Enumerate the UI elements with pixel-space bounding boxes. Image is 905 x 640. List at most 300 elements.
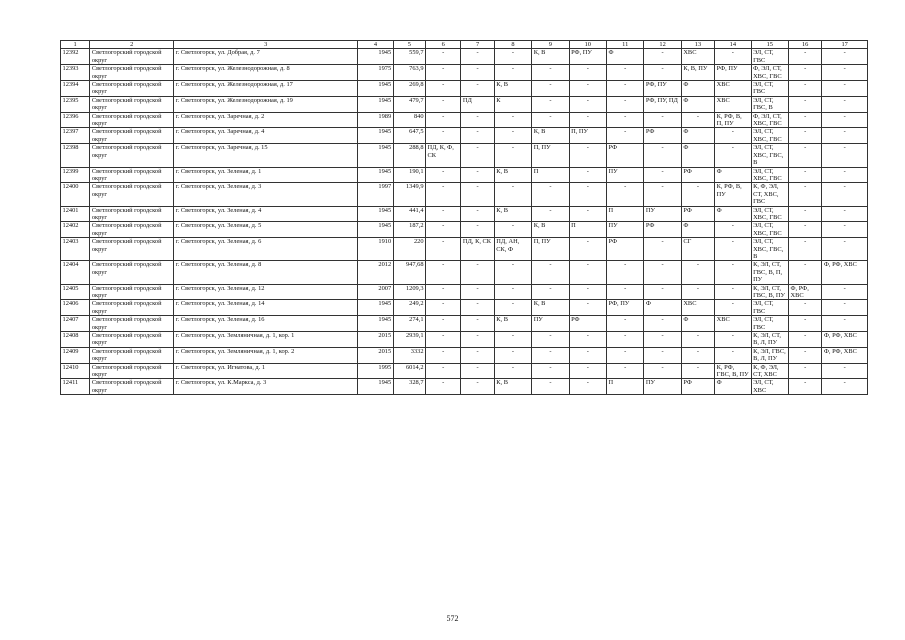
cell-col-6: - [426,316,461,332]
cell-municipality: Светлогорский городской округ [90,363,174,379]
cell-col-13: Ф [681,144,714,167]
cell-col-15: Ф, ЭЛ, СТ, ХВС, ГВС [751,112,788,128]
cell-col-11: РФ [607,238,644,261]
cell-col-6: - [426,347,461,363]
cell-col-9: К, В [532,128,569,144]
cell-build-year: 1989 [358,112,393,128]
cell-col-13: - [681,112,714,128]
cell-col-8: - [494,261,531,284]
table-row [61,316,868,332]
cell-build-year: 1945 [358,316,393,332]
cell-col-13: Ф [681,316,714,332]
cell-col-16: - [788,238,821,261]
cell-col-14: К, РФ, В, П, ПУ [715,112,751,128]
cell-col-9: К, В [532,222,569,238]
cell-col-11: П [607,206,644,222]
cell-col-8: К, В [494,379,531,395]
cell-build-year: 2007 [358,284,393,300]
cell-col-17: - [822,206,868,222]
cell-col-7: - [461,284,494,300]
cell-col-15: К, ЭЛ, ГВС, В, Л, ПУ [751,347,788,363]
cell-col-9: - [532,284,569,300]
table-row [61,261,868,284]
cell-area: 840 [393,112,425,128]
cell-col-7: - [461,300,494,316]
table-row [61,112,868,128]
cell-col-17: - [822,49,868,65]
cell-col-13: Ф [681,81,714,97]
cell-build-year: 1975 [358,65,393,81]
cell-col-8: - [494,284,531,300]
cell-col-10: - [569,284,606,300]
cell-col-13: Ф [681,128,714,144]
cell-area: 6014,2 [393,363,425,379]
cell-col-9: - [532,379,569,395]
cell-col-6: - [426,167,461,183]
cell-col-8: - [494,347,531,363]
cell-col-6: - [426,81,461,97]
cell-col-16: - [788,379,821,395]
table-row [61,284,868,300]
cell-col-8: К, В [494,316,531,332]
cell-col-10: П, ПУ [569,128,606,144]
cell-record-id: 12404 [61,261,90,284]
cell-col-13: Ф [681,96,714,112]
cell-col-8: - [494,49,531,65]
column-number-8: 8 [494,41,531,49]
table-row [61,300,868,316]
cell-col-6: - [426,379,461,395]
cell-build-year: 2015 [358,332,393,348]
cell-col-7: - [461,347,494,363]
column-number-3: 3 [174,41,358,49]
cell-col-10: П [569,222,606,238]
cell-col-9: - [532,347,569,363]
cell-build-year: 1945 [358,49,393,65]
cell-build-year: 1945 [358,222,393,238]
cell-address: г. Светлогорск, ул. Зеленая, д. 1 [174,167,358,183]
cell-col-16: - [788,65,821,81]
cell-municipality: Светлогорский городской округ [90,284,174,300]
cell-record-id: 12408 [61,332,90,348]
cell-municipality: Светлогорский городской округ [90,128,174,144]
cell-col-8: ПД, АН, СК, Ф [494,238,531,261]
cell-record-id: 12411 [61,379,90,395]
cell-record-id: 12400 [61,183,90,206]
cell-col-11: ПУ [607,222,644,238]
cell-col-12: РФ, ПУ, ПД [644,96,681,112]
cell-col-12: - [644,167,681,183]
cell-col-12: - [644,183,681,206]
cell-col-15: Ф, ЭЛ, СТ, ХВС, ГВС [751,65,788,81]
cell-col-9: К, В [532,300,569,316]
cell-col-8: - [494,112,531,128]
column-number-7: 7 [461,41,494,49]
cell-col-12: - [644,112,681,128]
cell-address: г. Светлогорск, ул. Железнодорожная, д. 17 [174,81,358,97]
table-row [61,332,868,348]
cell-col-10: - [569,379,606,395]
cell-col-14: - [715,284,751,300]
cell-build-year: 1995 [358,363,393,379]
cell-col-16: - [788,316,821,332]
cell-col-16: - [788,183,821,206]
cell-col-6: - [426,238,461,261]
column-number-10: 10 [569,41,606,49]
column-number-11: 11 [607,41,644,49]
cell-col-15: ЭЛ, СТ, ХВС, ГВС [751,167,788,183]
cell-col-11: РФ, ПУ [607,300,644,316]
cell-col-9: П, ПУ [532,238,569,261]
cell-municipality: Светлогорский городской округ [90,183,174,206]
cell-col-10: - [569,81,606,97]
column-number-2: 2 [90,41,174,49]
cell-address: г. Светлогорск, ул. Зеленая, д. 5 [174,222,358,238]
cell-col-12: - [644,65,681,81]
column-number-17: 17 [822,41,868,49]
cell-col-13: - [681,261,714,284]
cell-record-id: 12410 [61,363,90,379]
cell-col-6: - [426,128,461,144]
cell-address: г. Светлогорск, ул. Земляничная, д. 1, кор. 1 [174,332,358,348]
cell-col-16: - [788,144,821,167]
cell-build-year: 1945 [358,167,393,183]
cell-col-14: - [715,238,751,261]
cell-col-12: - [644,316,681,332]
cell-col-13: РФ [681,206,714,222]
cell-col-7: - [461,81,494,97]
cell-col-8: - [494,332,531,348]
cell-col-11: - [607,112,644,128]
cell-col-6: - [426,183,461,206]
cell-municipality: Светлогорский городской округ [90,65,174,81]
table-row [61,222,868,238]
cell-col-16: - [788,81,821,97]
cell-col-14: К, РФ, ГВС, В, ПУ [715,363,751,379]
cell-col-16: - [788,347,821,363]
cell-area: 269,8 [393,81,425,97]
cell-col-13: К, В, ПУ [681,65,714,81]
table-row [61,183,868,206]
cell-col-13: - [681,363,714,379]
cell-address: г. Светлогорск, ул. Зеленая, д. 14 [174,300,358,316]
cell-col-16: - [788,49,821,65]
cell-col-9: - [532,206,569,222]
table-row [61,144,868,167]
cell-address: г. Светлогорск, ул. Добрая, д. 7 [174,49,358,65]
cell-col-15: ЭЛ, СТ, ГВС [751,300,788,316]
cell-col-10: - [569,363,606,379]
cell-col-10: - [569,347,606,363]
cell-col-15: ЭЛ, СТ, ХВС, ГВС [751,206,788,222]
cell-col-13: - [681,347,714,363]
cell-area: 3332 [393,347,425,363]
cell-col-11: - [607,128,644,144]
cell-col-17: - [822,363,868,379]
cell-build-year: 1945 [358,81,393,97]
column-number-9: 9 [532,41,569,49]
cell-col-17: - [822,316,868,332]
cell-col-7: - [461,316,494,332]
cell-col-10: - [569,332,606,348]
cell-address: г. Светлогорск, ул. Заречная, д. 15 [174,144,358,167]
cell-col-7: - [461,379,494,395]
cell-col-6: - [426,222,461,238]
cell-col-11: - [607,65,644,81]
table-row [61,206,868,222]
cell-col-14: ХВС [715,96,751,112]
cell-col-13: РФ [681,167,714,183]
cell-area: 947,68 [393,261,425,284]
cell-col-12: Ф [644,300,681,316]
cell-record-id: 12406 [61,300,90,316]
page-number: 572 [446,614,459,623]
cell-col-16: - [788,206,821,222]
cell-col-6: - [426,112,461,128]
cell-municipality: Светлогорский городской округ [90,300,174,316]
cell-area: 1349,9 [393,183,425,206]
cell-col-7: - [461,49,494,65]
cell-col-8: - [494,183,531,206]
cell-col-14: ХВС [715,81,751,97]
cell-col-8: - [494,363,531,379]
cell-build-year: 1945 [358,96,393,112]
cell-address: г. Светлогорск, ул. Железнодорожная, д. 19 [174,96,358,112]
cell-col-12: РФ, ПУ [644,81,681,97]
column-number-13: 13 [681,41,714,49]
cell-col-11: Ф [607,49,644,65]
table-row [61,81,868,97]
cell-col-15: ЭЛ, СТ, ГВС [751,316,788,332]
cell-col-6: - [426,49,461,65]
cell-col-9: - [532,112,569,128]
cell-col-11: - [607,261,644,284]
cell-record-id: 12397 [61,128,90,144]
cell-col-13: - [681,332,714,348]
column-number-4: 4 [358,41,393,49]
table-row [61,128,868,144]
cell-col-15: К, Ф, ЭЛ, СТ, ХВС [751,363,788,379]
cell-col-14: К, РФ, В, ПУ [715,183,751,206]
cell-col-15: ЭЛ, СТ, ХВС, ГВС [751,222,788,238]
cell-col-10: РФ, ПУ [569,49,606,65]
cell-col-15: ЭЛ, СТ, ГВС [751,49,788,65]
cell-col-7: - [461,261,494,284]
cell-col-14: - [715,300,751,316]
table-row [61,65,868,81]
cell-col-6: - [426,332,461,348]
cell-col-13: СГ [681,238,714,261]
cell-build-year: 1910 [358,238,393,261]
cell-col-11: - [607,96,644,112]
cell-address: г. Светлогорск, ул. Зеленая, д. 12 [174,284,358,300]
cell-col-15: К, ЭЛ, СТ, ГВС, В, ПУ [751,284,788,300]
cell-col-17: - [822,183,868,206]
cell-area: 190,1 [393,167,425,183]
cell-col-17: - [822,167,868,183]
cell-address: г. Светлогорск, ул. Заречная, д. 2 [174,112,358,128]
cell-col-8: - [494,222,531,238]
cell-col-11: - [607,183,644,206]
cell-record-id: 12395 [61,96,90,112]
cell-address: г. Светлогорск, ул. К.Маркса, д. 3 [174,379,358,395]
cell-col-8: - [494,65,531,81]
cell-col-9: - [532,332,569,348]
cell-col-9: - [532,363,569,379]
cell-col-8: К, В [494,167,531,183]
cell-municipality: Светлогорский городской округ [90,222,174,238]
cell-col-17: - [822,112,868,128]
column-number-12: 12 [644,41,681,49]
cell-area: 274,1 [393,316,425,332]
table-row [61,96,868,112]
cell-municipality: Светлогорский городской округ [90,261,174,284]
cell-col-11: - [607,363,644,379]
cell-col-7: ПД, К, СК [461,238,494,261]
cell-col-14: - [715,144,751,167]
cell-col-12: - [644,284,681,300]
cell-col-15: К, ЭЛ, СТ, В, Л, ПУ [751,332,788,348]
table-row [61,379,868,395]
cell-col-15: К, Ф, ЭЛ, СТ, ХВС, ГВС [751,183,788,206]
cell-municipality: Светлогорский городской округ [90,347,174,363]
column-number-1: 1 [61,41,90,49]
column-number-14: 14 [715,41,751,49]
cell-col-6: - [426,65,461,81]
cell-build-year: 1945 [358,128,393,144]
cell-municipality: Светлогорский городской округ [90,81,174,97]
cell-col-15: ЭЛ, СТ, ХВС, ГВС [751,128,788,144]
cell-area: 1209,3 [393,284,425,300]
cell-address: г. Светлогорск, ул. Зеленая, д. 3 [174,183,358,206]
cell-col-11: - [607,347,644,363]
cell-col-16: - [788,128,821,144]
cell-col-14: - [715,261,751,284]
cell-col-9: ПУ [532,316,569,332]
cell-col-8: К, В [494,81,531,97]
cell-col-10: - [569,300,606,316]
cell-col-12: - [644,347,681,363]
cell-col-7: - [461,65,494,81]
cell-col-10: - [569,261,606,284]
cell-col-17: - [822,238,868,261]
cell-col-11: - [607,332,644,348]
cell-col-9: - [532,81,569,97]
cell-col-10: - [569,238,606,261]
table-row [61,49,868,65]
cell-col-13: Ф [681,222,714,238]
cell-col-12: - [644,363,681,379]
cell-col-11: РФ [607,144,644,167]
column-number-15: 15 [751,41,788,49]
cell-col-15: ЭЛ, СТ, ХВС, ГВС, В [751,144,788,167]
cell-col-17: Ф, РФ, ХВС [822,261,868,284]
cell-municipality: Светлогорский городской округ [90,379,174,395]
cell-col-7: - [461,222,494,238]
cell-col-9: - [532,261,569,284]
cell-col-6: - [426,206,461,222]
cell-col-17: - [822,81,868,97]
housing-register-table [60,40,868,395]
cell-col-9: П [532,167,569,183]
cell-col-7: - [461,206,494,222]
cell-col-17: - [822,222,868,238]
cell-col-14: Ф [715,379,751,395]
cell-address: г. Светлогорск, ул. Заречная, д. 4 [174,128,358,144]
cell-col-14: РФ, ПУ [715,65,751,81]
cell-col-14: - [715,332,751,348]
cell-build-year: 1945 [358,300,393,316]
cell-col-10: - [569,96,606,112]
cell-col-17: - [822,128,868,144]
cell-record-id: 12401 [61,206,90,222]
cell-col-16: - [788,363,821,379]
cell-col-16: - [788,112,821,128]
cell-col-14: Ф [715,206,751,222]
cell-record-id: 12403 [61,238,90,261]
cell-col-15: ЭЛ, СТ, ХВС, ГВС, В [751,238,788,261]
table-row [61,167,868,183]
cell-col-14: - [715,49,751,65]
column-number-16: 16 [788,41,821,49]
cell-col-10: - [569,144,606,167]
cell-record-id: 12402 [61,222,90,238]
cell-col-10: - [569,206,606,222]
column-number-row [61,41,868,49]
cell-area: 2939,1 [393,332,425,348]
cell-col-10: - [569,65,606,81]
cell-address: г. Светлогорск, ул. Железнодорожная, д. 8 [174,65,358,81]
cell-build-year: 2012 [358,261,393,284]
cell-col-6: - [426,300,461,316]
cell-col-17: - [822,379,868,395]
cell-col-17: Ф, РФ, ХВС [822,347,868,363]
cell-col-16: - [788,222,821,238]
cell-col-7: - [461,332,494,348]
cell-col-12: - [644,49,681,65]
cell-col-15: К, ЭЛ, СТ, ГВС, В, П, ПУ [751,261,788,284]
cell-col-17: - [822,65,868,81]
cell-col-16: - [788,261,821,284]
cell-col-9: - [532,183,569,206]
cell-col-14: - [715,222,751,238]
cell-area: 763,9 [393,65,425,81]
cell-build-year: 1945 [358,206,393,222]
cell-col-12: ПУ [644,379,681,395]
cell-col-10: - [569,112,606,128]
cell-address: г. Светлогорск, ул. Зеленая, д. 8 [174,261,358,284]
cell-col-12: ПУ [644,206,681,222]
cell-col-7: - [461,183,494,206]
cell-col-16: - [788,300,821,316]
cell-col-6: - [426,284,461,300]
cell-build-year: 1945 [358,379,393,395]
cell-area: 441,4 [393,206,425,222]
cell-col-15: ЭЛ, СТ, ГВС, В [751,96,788,112]
cell-col-14: Ф [715,167,751,183]
cell-col-12: РФ [644,222,681,238]
cell-municipality: Светлогорский городской округ [90,332,174,348]
cell-col-13: ХВС [681,300,714,316]
cell-record-id: 12394 [61,81,90,97]
cell-col-13: - [681,183,714,206]
table-row [61,347,868,363]
cell-area: 288,8 [393,144,425,167]
cell-col-7: - [461,167,494,183]
cell-col-7: - [461,144,494,167]
cell-col-14: ХВС [715,316,751,332]
cell-col-12: - [644,238,681,261]
